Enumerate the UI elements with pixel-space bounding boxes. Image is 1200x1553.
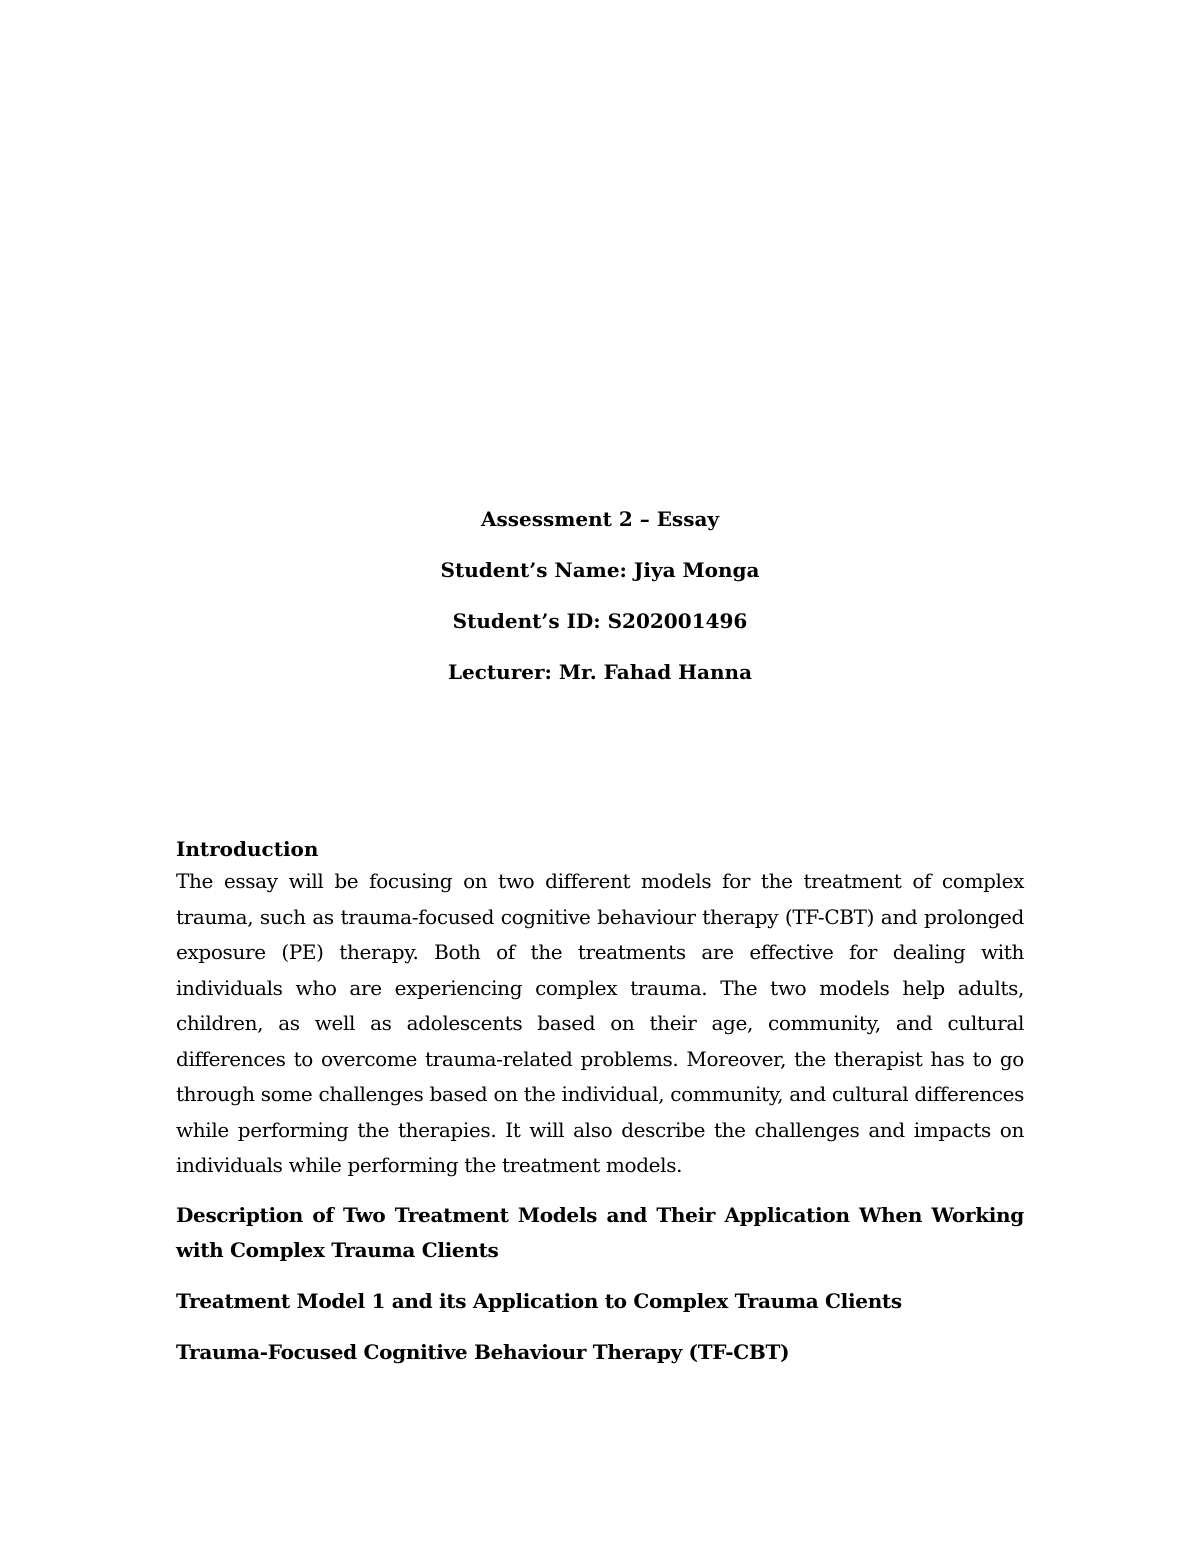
tfcbt-heading: Trauma-Focused Cognitive Behaviour Therapy (TF-CBT) (176, 1339, 790, 1364)
description-heading: Description of Two Treatment Models and Their Application When Working with Complex Trauma Clients (176, 1202, 1024, 1262)
assessment-title: Assessment 2 – Essay (480, 507, 720, 531)
introduction-paragraph: The essay will be focusing on two different models for the treatment of complex trauma, such as trauma-focused cognitive behaviour therapy (TF-CBT) and prolonged exposure (PE) therapy. Both of the treatments are effective for dealing with individuals who are experiencing complex trauma. The two models help adults, children, as well as adolescents based on their age, community, and cultural differences to overcome trauma-related problems. Moreover, the therapist has to go through some challenges based on the individual, community, and cultural differences while performing the therapies. It will also describe the challenges and impacts on individuals while performing the treatment models. (176, 869, 1024, 1177)
student-id: Student’s ID: S202001496 (452, 609, 748, 633)
essay-body (176, 834, 1024, 1370)
title-block (0, 504, 1200, 708)
introduction-heading: Introduction (176, 837, 319, 861)
student-name: Student’s Name: Jiya Monga (440, 558, 760, 582)
lecturer-name: Lecturer: Mr. Fahad Hanna (447, 660, 753, 684)
model1-heading: Treatment Model 1 and its Application to Complex Trauma Clients (176, 1288, 902, 1313)
